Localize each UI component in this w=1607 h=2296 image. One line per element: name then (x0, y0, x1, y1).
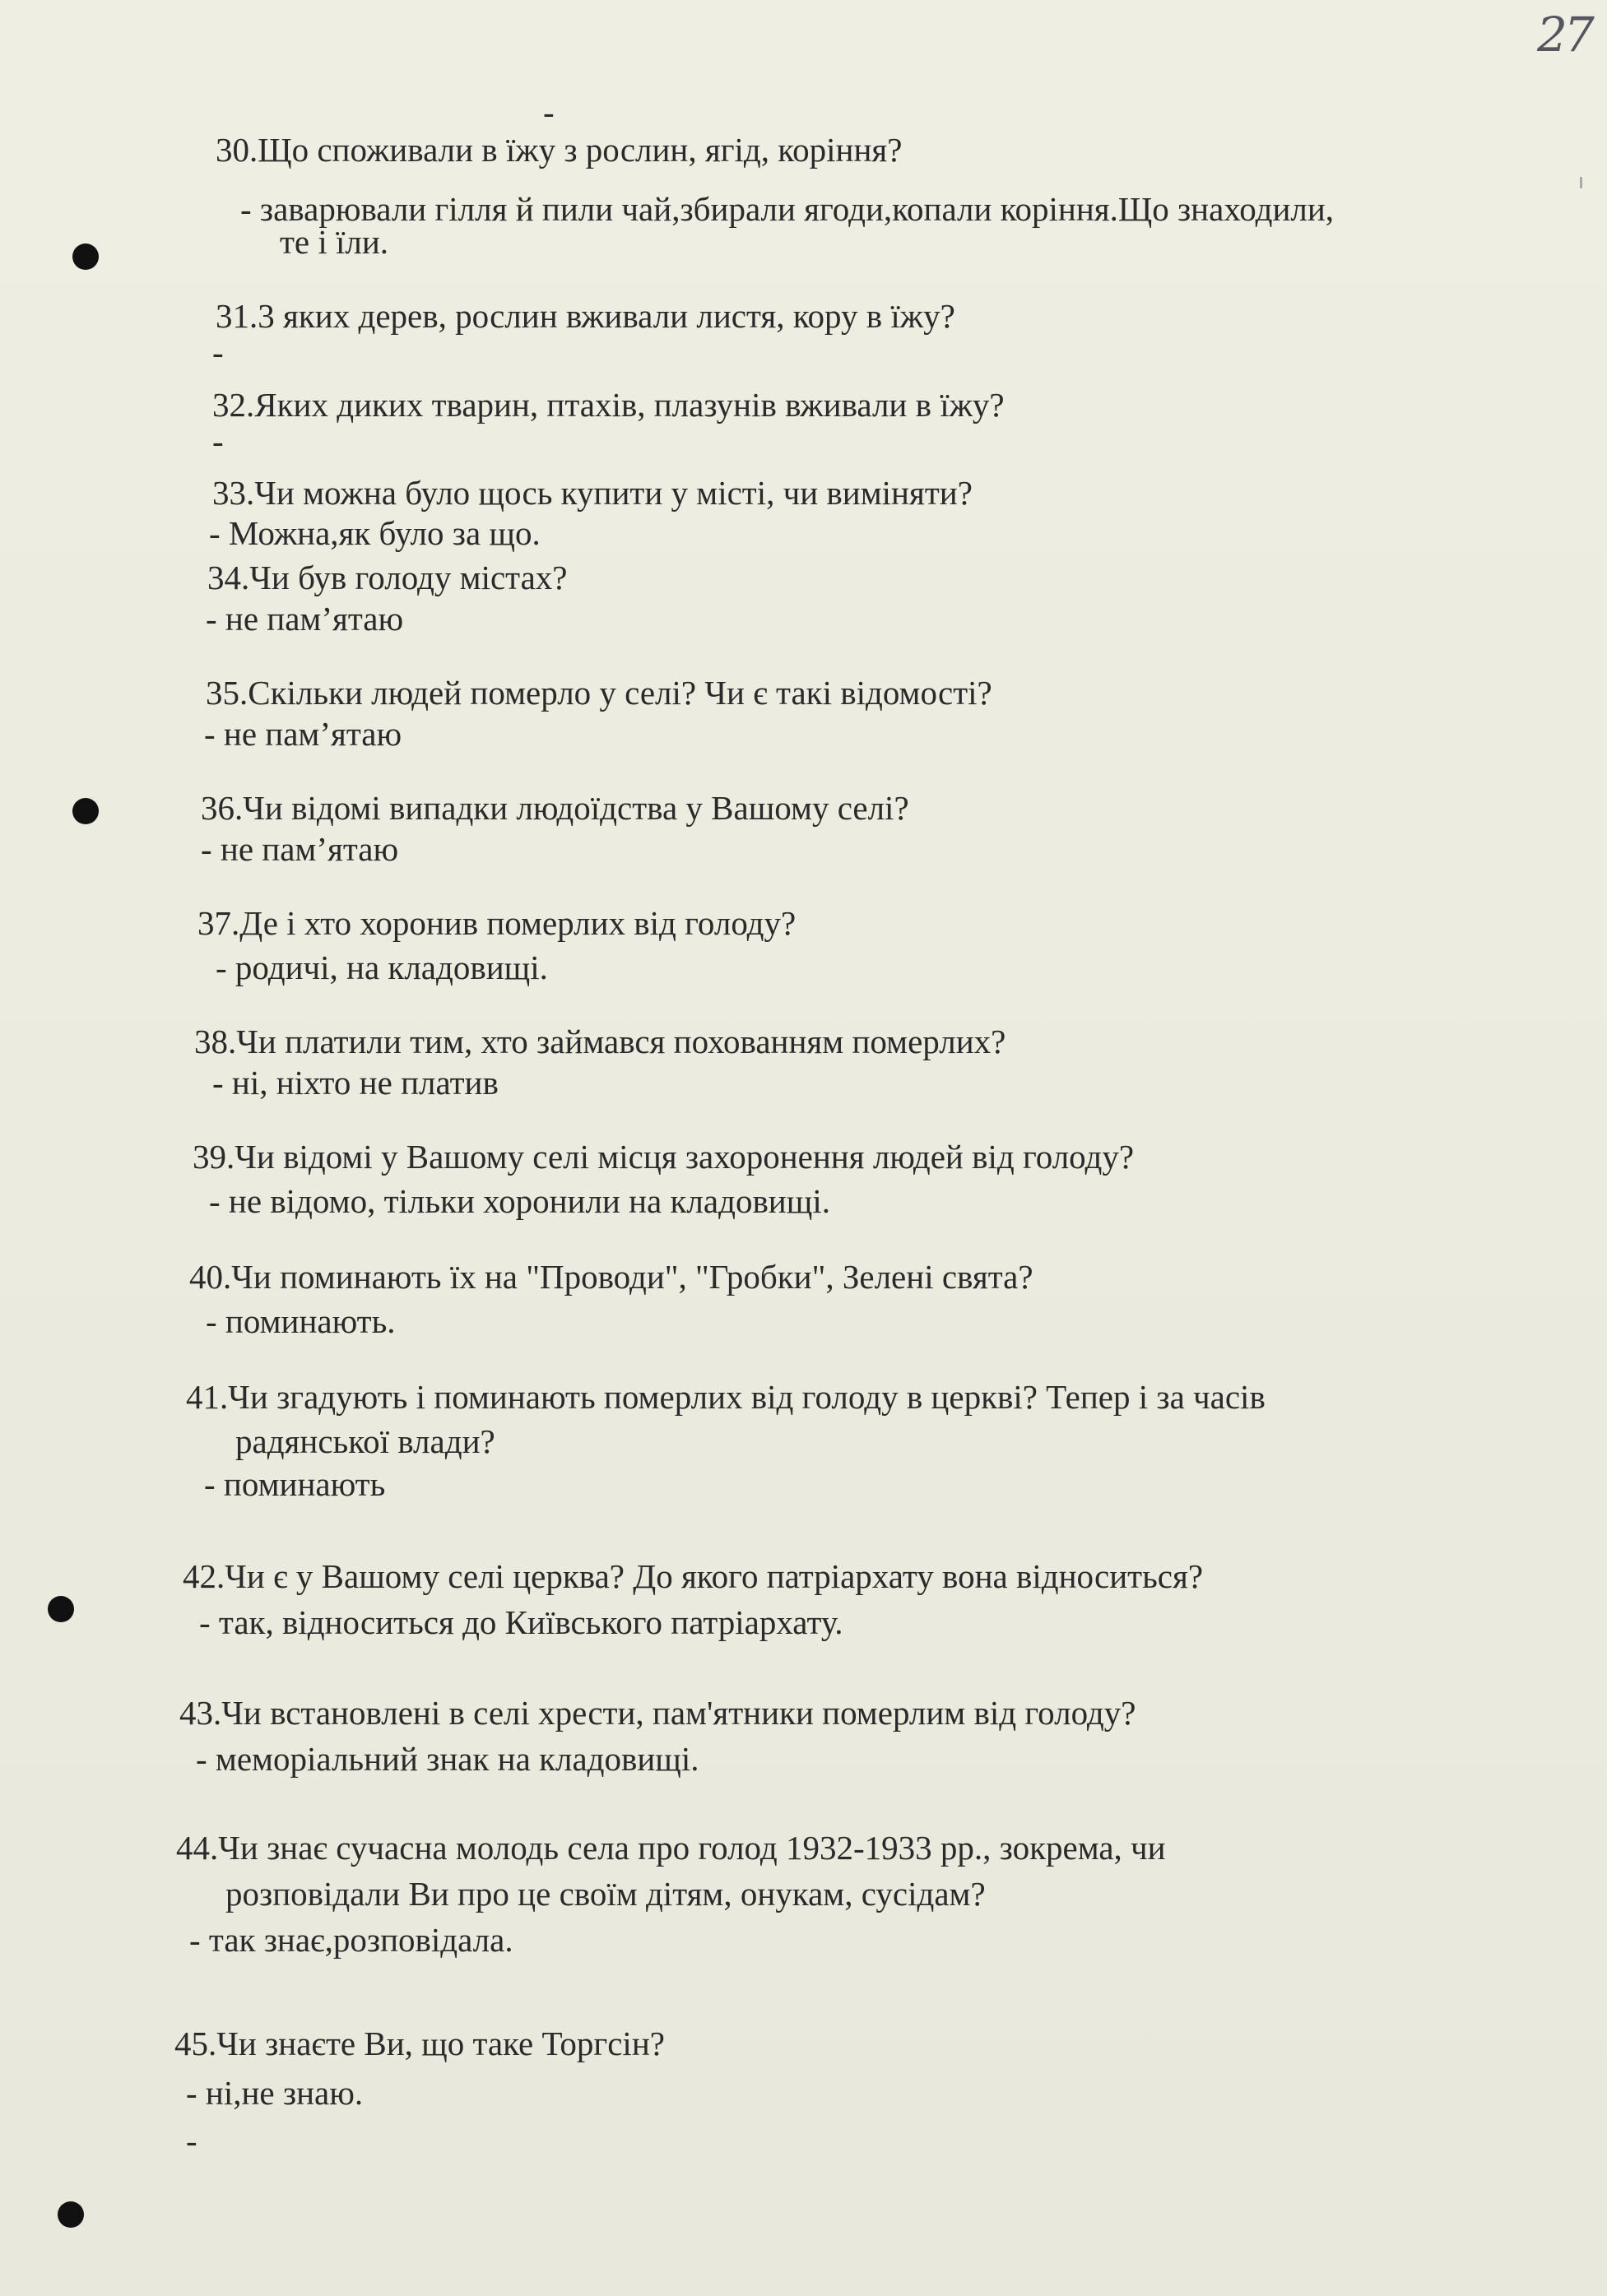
question-38: 38.Чи платили тим, хто займався похованням померлих? (194, 1023, 1006, 1060)
punch-hole (72, 798, 99, 824)
question-36: 36.Чи відомі випадки людоїдства у Вашому селі? (201, 789, 909, 827)
question-44-line2: розповідали Ви про це своїм дітям, онукам, сусідам? (225, 1875, 986, 1913)
handwritten-page-number: 27 (1537, 7, 1591, 63)
question-37: 37.Де і хто хоронив померлих від голоду? (197, 904, 797, 942)
answer-30-line2: те і їли. (280, 223, 389, 261)
answer-40: - поминають. (206, 1302, 396, 1340)
answer-31: - (212, 333, 224, 371)
question-39: 39.Чи відомі у Вашому селі місця захоронення людей від голоду? (193, 1138, 1135, 1176)
question-40: 40.Чи поминають їх на "Проводи", "Гробки", Зелені свята? (189, 1258, 1033, 1296)
answer-39: - не відомо, тільки хоронили на кладовищі. (209, 1182, 830, 1220)
question-35: 35.Скільки людей померло у селі? Чи є такі відомості? (206, 674, 992, 712)
answer-44: - так знає,розповідала. (189, 1921, 513, 1959)
question-43: 43.Чи встановлені в селі хрести, пам'ятники померлим від голоду? (179, 1694, 1136, 1732)
top-dash: - (543, 93, 555, 131)
answer-38: - ні, ніхто не платив (212, 1064, 499, 1102)
answer-30-line1: - заварювали гілля й пили чай,збирали ягоди,копали коріння.Що знаходили, (240, 190, 1335, 228)
answer-42: - так, відноситься до Київського патріархату. (199, 1603, 843, 1641)
question-34: 34.Чи був голоду містах? (207, 559, 568, 596)
answer-35: - не пам’ятаю (204, 715, 402, 753)
answer-34: - не пам’ятаю (206, 600, 404, 638)
question-41-line2: радянської влади? (235, 1422, 495, 1460)
answer-36: - не пам’ятаю (201, 830, 399, 868)
punch-hole (58, 2201, 84, 2228)
question-44-line1: 44.Чи знає сучасна молодь села про голод 1932-1933 рр., зокрема, чи (176, 1829, 1166, 1867)
answer-41: - поминають (204, 1465, 386, 1503)
question-30: 30.Що споживали в їжу з рослин, ягід, коріння? (216, 131, 903, 169)
answer-33: - Можна,як було за що. (209, 514, 541, 552)
question-45: 45.Чи знаєте Ви, що таке Торгсін? (174, 2025, 665, 2062)
answer-32: - (212, 422, 224, 460)
answer-45: - ні,не знаю. (186, 2074, 364, 2112)
answer-43: - меморіальний знак на кладовищі. (196, 1740, 699, 1778)
question-41-line1: 41.Чи згадують і поминають померлих від голоду в церкві? Тепер і за часів (186, 1378, 1266, 1416)
punch-hole (72, 244, 99, 270)
question-42: 42.Чи є у Вашому селі церква? До якого патріархату вона відноситься? (183, 1557, 1204, 1595)
punch-hole (48, 1596, 74, 1622)
question-31: 31.3 яких дерев, рослин вживали листя, кору в їжу? (216, 297, 955, 335)
answer-37: - родичі, на кладовищі. (216, 949, 548, 986)
answer-45-extra: - (186, 2122, 197, 2159)
question-33: 33.Чи можна було щось купити у місті, чи виміняти? (212, 474, 973, 512)
question-32: 32.Яких диких тварин, птахів, плазунів вживали в їжу? (212, 386, 1005, 424)
margin-mark (1580, 177, 1582, 188)
